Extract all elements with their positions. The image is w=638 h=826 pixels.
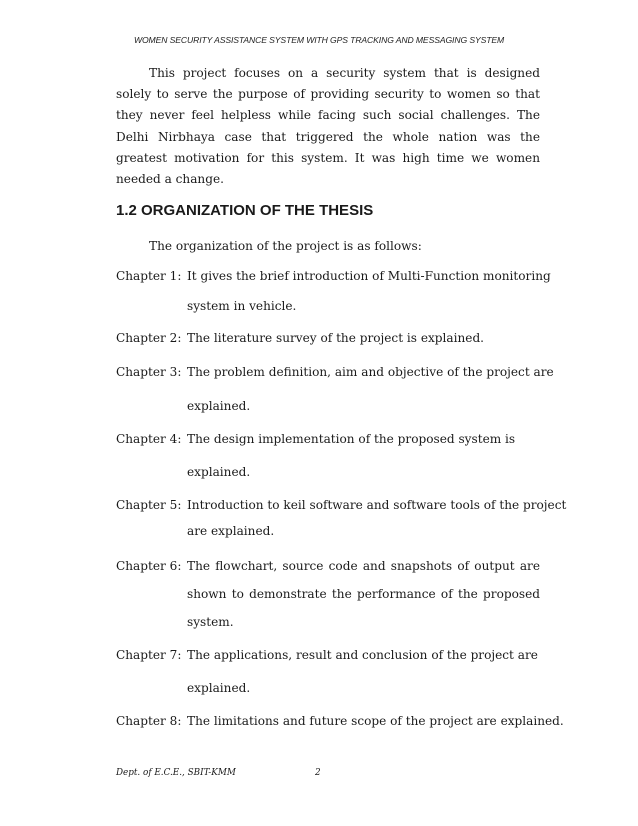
chapter-8-description — [187, 714, 564, 728]
chapter-6-line-2: shown to demonstrate the performance of the proposed — [187, 587, 540, 601]
chapter-2-label: Chapter 2: — [116, 331, 182, 345]
chapter-1-line-2: system in vehicle. — [187, 299, 297, 313]
chapter-5-line-2: are explained. — [187, 524, 275, 538]
chapter-4-line-1: The design implementation of the proposed system is — [187, 432, 516, 446]
chapter-1-description — [187, 269, 551, 313]
chapter-3-description — [187, 365, 554, 413]
chapter-6-description — [187, 559, 540, 629]
chapter-4-description — [187, 432, 540, 479]
chapter-3-line-1: The problem definition, aim and objective of the project are — [187, 365, 554, 379]
chapter-2-description — [187, 331, 540, 345]
footer-department: Dept. of E.C.E., SBIT-KMM — [116, 768, 236, 778]
chapter-6-label: Chapter 6: — [116, 559, 182, 573]
chapter-2-line-1: The literature survey of the project is explained. — [187, 331, 485, 345]
chapter-7-line-2: explained. — [187, 681, 251, 695]
chapter-4-label: Chapter 4: — [116, 432, 182, 446]
intro-paragraph: This project focuses on a security system that is designed solely to serve the purpose of providing security to women so that they never feel helpless while facing such social challenges. The Delhi Nirbhaya case that triggered the whole nation was the greatest motivation for this system. It was high time we women needed a change. — [116, 66, 540, 187]
chapter-8-label: Chapter 8: — [116, 714, 182, 728]
chapter-1-label: Chapter 1: — [116, 269, 182, 283]
chapter-5-line-1: Introduction to keil software and software tools of the project — [187, 498, 567, 512]
section-heading: 1.2 ORGANIZATION OF THE THESIS — [116, 202, 374, 219]
chapter-7-label: Chapter 7: — [116, 648, 182, 662]
section-lead: The organization of the project is as follows: — [149, 239, 422, 253]
chapter-5-description — [187, 498, 567, 538]
chapter-5-label: Chapter 5: — [116, 498, 182, 512]
running-header: WOMEN SECURITY ASSISTANCE SYSTEM WITH GPS TRACKING AND MESSAGING SYSTEM — [133, 35, 505, 45]
chapter-7-line-1: The applications, result and conclusion of the project are — [187, 648, 538, 662]
chapter-6-line-1: The flowchart, source code and snapshots of output are — [187, 559, 540, 573]
chapter-8-line-1: The limitations and future scope of the project are explained. — [187, 714, 564, 728]
chapter-1-line-1: It gives the brief introduction of Multi-Function monitoring — [187, 269, 551, 283]
chapter-7-description — [187, 648, 540, 695]
chapter-6-line-3: system. — [187, 615, 234, 629]
chapter-4-line-2: explained. — [187, 465, 251, 479]
footer-page-number: 2 — [315, 768, 321, 778]
chapter-3-label: Chapter 3: — [116, 365, 182, 379]
chapter-3-line-2: explained. — [187, 399, 251, 413]
